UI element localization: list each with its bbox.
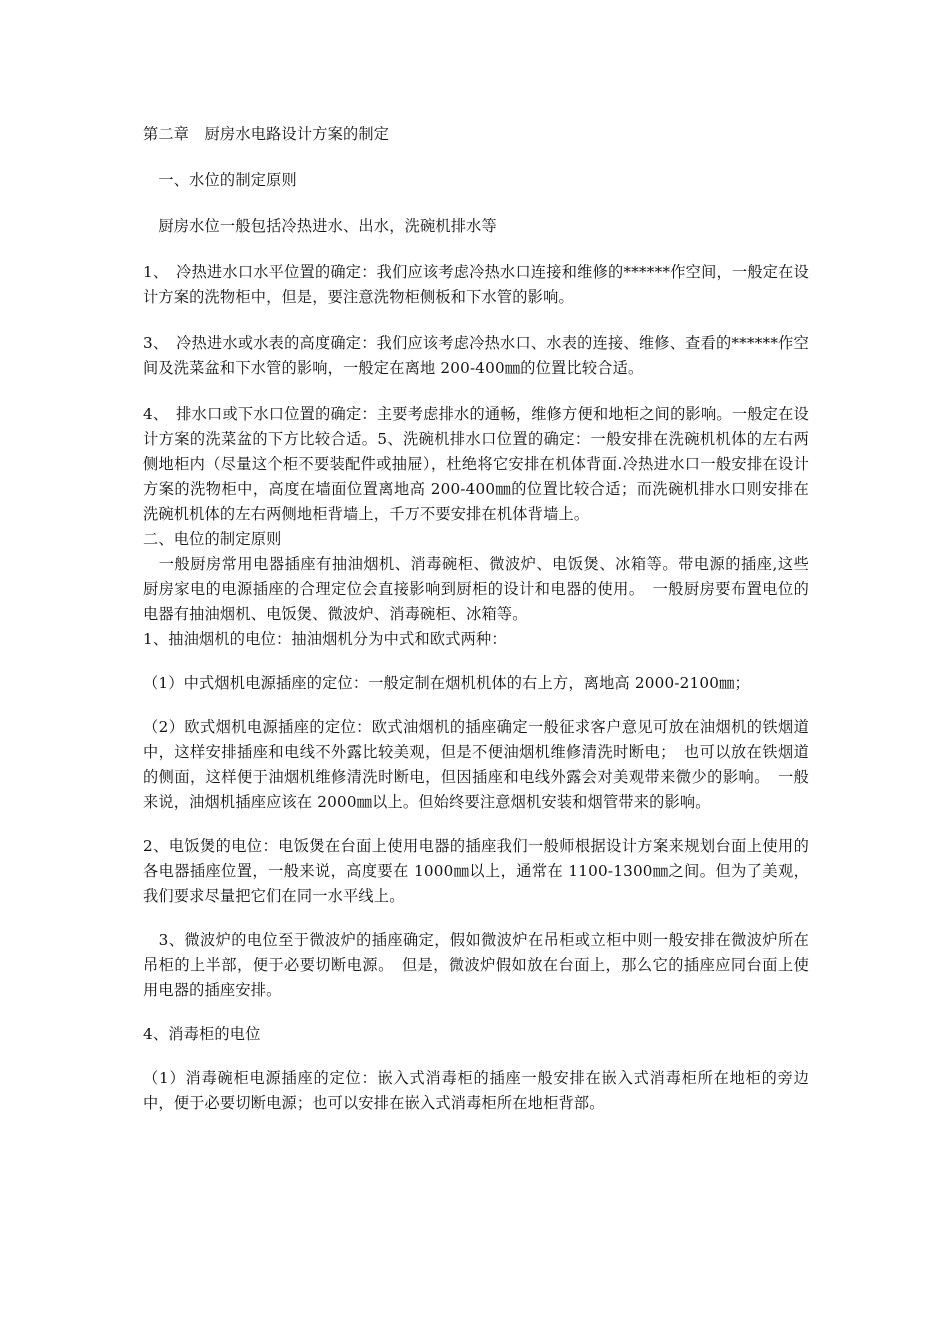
water-item-drain-position: 4、 排水口或下水口位置的确定：主要考虑排水的通畅，维修方便和地柜之间的影响。一般定在设计方案的洗菜盆的下方比较合适。5、洗碗机排水口位置的确定：一般安排在洗碗机机体的左右两侧地柜内（尽量这个柜不要装配件或抽屉），杜绝将它安排在机体背面.冷热进水口一般安排在设计方案的洗物柜中，高度在墙面位置离地高 200-400㎜的位置比较合适；而洗碗机排水口则安排在洗碗机机体的左右两侧地柜背墙上，千万不要安排在机体背墙上。: [143, 405, 809, 523]
chapter-title: 第二章 厨房水电路设计方案的制定: [143, 125, 390, 143]
power-section-heading: 二、电位的制定原则: [143, 530, 282, 548]
water-item-meter-height: 3、 冷热进水或水表的高度确定：我们应该考虑冷热水口、水表的连接、维修、查看的******作空间及洗菜盆和下水管的影响，一般定在离地 200-400㎜的位置比较合适。: [143, 334, 809, 377]
rice-cooker-paragraph: 2、电饭煲的电位：电饭煲在台面上使用电器的插座我们一般师根据设计方案来规划台面上使用的各电器插座位置，一般来说，高度要在 1000㎜以上，通常在 1100-1300㎜之间。但为了美观，我们要求尽量把它们在同一水平线上。: [143, 837, 809, 905]
power-intro-paragraph: 一般厨房常用电器插座有抽油烟机、消毒碗柜、微波炉、电饭煲、冰箱等。带电源的插座,这些厨房家电的电源插座的合理定位会直接影响到厨柜的设计和电器的使用。 一般厨房要布置电位的电器有抽油烟机、电饭煲、微波炉、消毒碗柜、冰箱等。: [143, 555, 809, 623]
hood-european-paragraph: （2）欧式烟机电源插座的定位：欧式油烟机的插座确定一般征求客户意见可放在油烟机的铁烟道中，这样安排插座和电线不外露比较美观，但是不便油烟机维修清洗时断电； 也可以放在铁烟道的侧面，这样便于油烟机维修清洗时断电，但因插座和电线外露会对美观带来微少的影响。 一般来说，油烟机插座应该在 2000㎜以上。但始终要注意烟机安装和烟管带来的影响。: [143, 718, 809, 811]
hood-heading: 1、抽油烟机的电位：抽油烟机分为中式和欧式两种：: [143, 630, 507, 648]
water-item-cold-hot-inlet: 1、 冷热进水口水平位置的确定：我们应该考虑冷热水口连接和维修的******作空间，一般定在设计方案的洗物柜中，但是，要注意洗物柜侧板和下水管的影响。: [143, 263, 809, 306]
hood-chinese-paragraph: （1）中式烟机电源插座的定位：一般定制在烟机机体的右上方，离地高 2000-2100㎜；: [143, 674, 750, 692]
document-body: [143, 122, 809, 1116]
water-intro-paragraph: 厨房水位一般包括冷热进水、出水，洗碗机排水等: [143, 217, 497, 235]
sterilizer-heading: 4、消毒柜的电位: [143, 1025, 261, 1043]
water-section-heading: 一、水位的制定原则: [143, 171, 297, 189]
sterilizer-paragraph: （1）消毒碗柜电源插座的定位：嵌入式消毒柜的插座一般安排在嵌入式消毒柜所在地柜的旁边中，便于必要切断电源；也可以安排在嵌入式消毒柜所在地柜背部。: [143, 1069, 809, 1112]
microwave-paragraph: 3、微波炉的电位至于微波炉的插座确定，假如微波炉在吊柜或立柜中则一般安排在微波炉所在吊柜的上半部，便于必要切断电源。 但是，微波炉假如放在台面上，那么它的插座应同台面上使用电器的插座安排。: [143, 931, 809, 999]
